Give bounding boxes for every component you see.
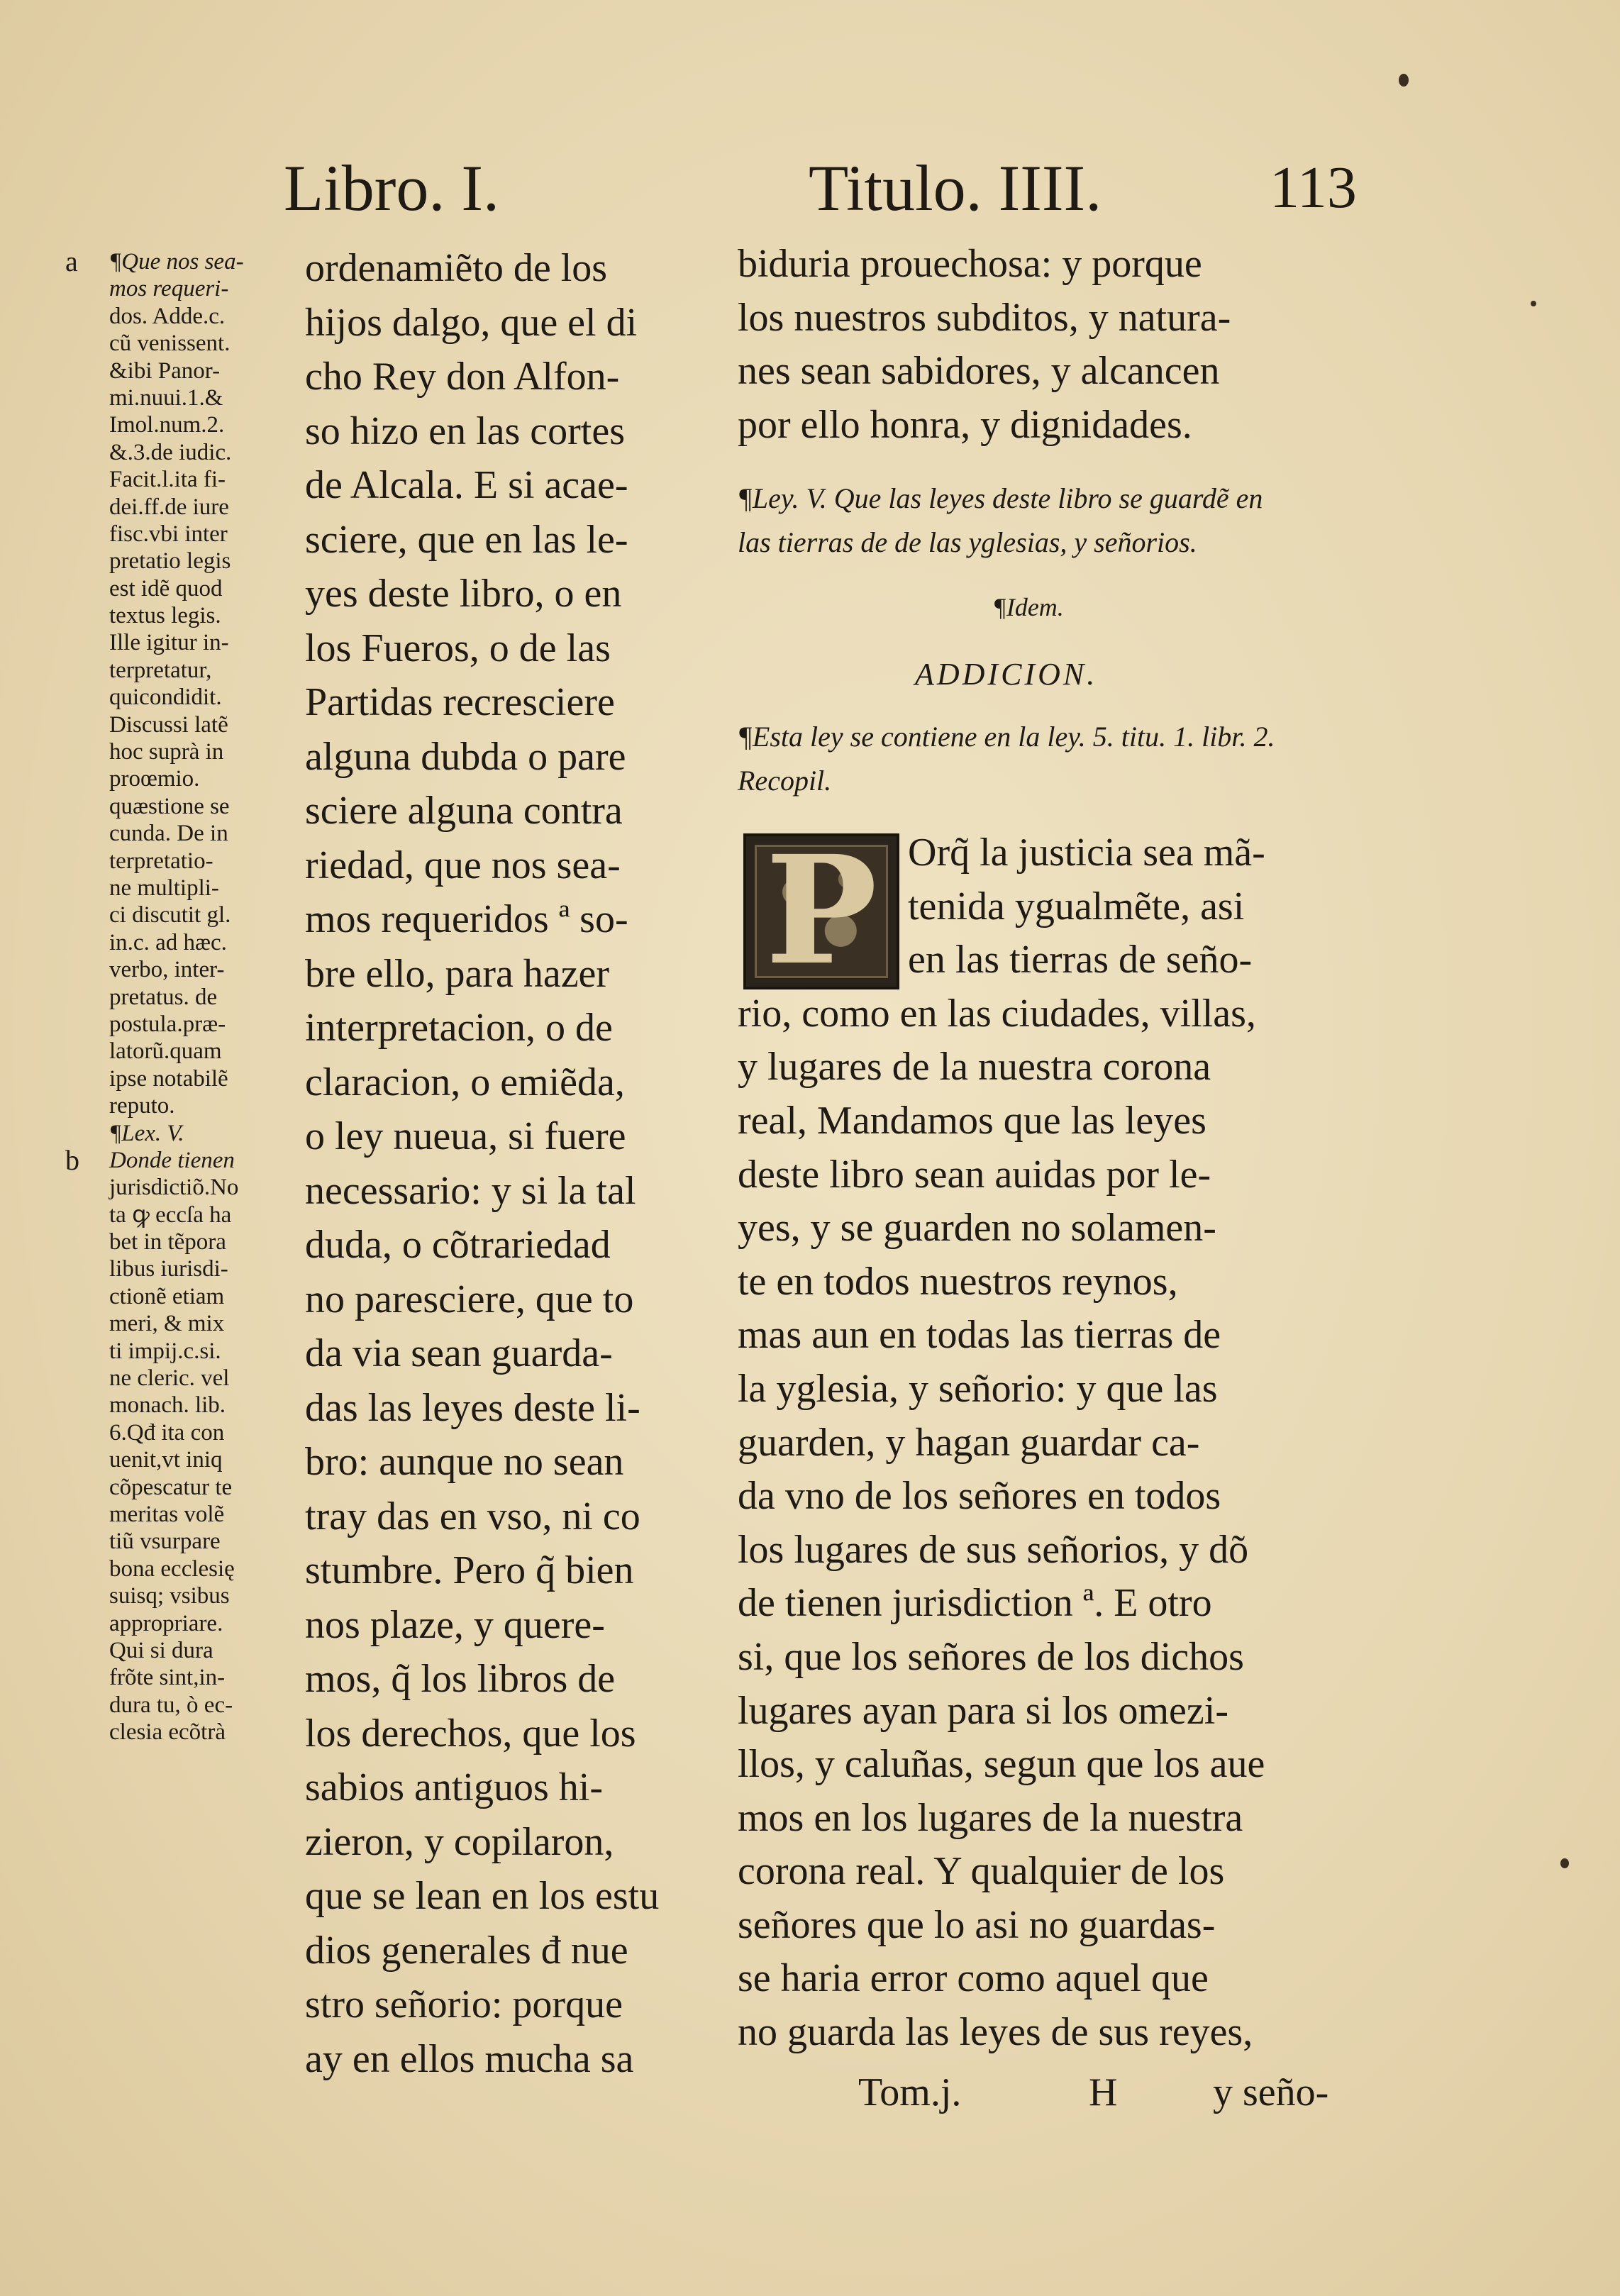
margin-note-line [65, 629, 292, 656]
text-line: claracion, o emiẽda, [305, 1060, 625, 1104]
margin-note-text: est idẽ quod [109, 575, 223, 601]
text-column-right-body [738, 823, 1362, 2060]
text-line: necessario: y si la tal [305, 1168, 636, 1213]
note-marker: a [65, 245, 78, 277]
margin-note-text: uenit,vt iniq [109, 1447, 223, 1473]
text-line: bre ello, para hazer [305, 951, 610, 996]
margin-note-text: mi.nuui.1.& [109, 384, 223, 411]
margin-note-line [65, 848, 292, 875]
margin-note-line [65, 521, 292, 548]
margin-note-text: pretatio legis [109, 548, 231, 575]
margin-note-text: reputo. [109, 1093, 175, 1119]
text-line: so hizo en las cortes [305, 409, 625, 453]
margin-note-line [65, 1065, 292, 1092]
text-line: bro: aunque no sean [305, 1440, 624, 1484]
text-line: yes, y se guarden no solamen- [738, 1206, 1216, 1250]
signature-mark: H [1089, 2070, 1118, 2114]
text-line: ay en ellos mucha sa [305, 2036, 634, 2081]
margin-note-line [65, 875, 292, 902]
margin-note-text: quicondidit. [109, 684, 222, 711]
margin-note-text: Facit.l.ita fi- [109, 467, 226, 493]
text-line: no guarda las leyes de sus reyes, [738, 2010, 1253, 2055]
margin-note-text: frõte sint,in- [109, 1665, 226, 1691]
text-line: nes sean sabidores, y alcancen [738, 349, 1220, 393]
margin-note-line [65, 1692, 292, 1719]
title-label: Titulo. IIII. [809, 152, 1102, 224]
margin-note-text: ipse notabilẽ [109, 1065, 228, 1092]
text-line: o ley nueua, si fuere [305, 1114, 626, 1158]
margin-note-text: proœmio. [109, 766, 200, 792]
margin-note-line [65, 1555, 292, 1582]
text-line: de Alcala. E si acae- [305, 463, 628, 507]
margin-note-text: cũ venissent. [109, 331, 231, 357]
margin-note-text: terpretatur, [109, 657, 212, 683]
margin-note-line [65, 765, 292, 792]
text-line: sciere, que en las le- [305, 517, 628, 562]
margin-note-line [65, 357, 292, 384]
margin-note-line [65, 684, 292, 711]
text-line: sabios antiguos hi- [305, 1765, 603, 1809]
margin-note-text: tiũ vsurpare [109, 1529, 221, 1555]
idem-label: ¶Idem. [993, 593, 1064, 621]
heading-line: ¶Ley. V. Que las leyes deste libro se guardẽ en [738, 482, 1263, 514]
text-line: duda, o cõtrariedad [305, 1223, 611, 1267]
margin-note-line [65, 1664, 292, 1691]
margin-note-text: ta ꝙ eccſa ha [109, 1202, 232, 1228]
text-line: los lugares de sus señorios, y dõ [738, 1527, 1249, 1572]
text-line: llos, y caluñas, segun que los aue [738, 1742, 1265, 1787]
margin-note-line [65, 1446, 292, 1473]
note-line: Recopil. [738, 765, 832, 797]
margin-note-line [65, 1143, 292, 1176]
text-line: da vno de los señores en todos [738, 1474, 1221, 1519]
ink-spot [1399, 74, 1409, 87]
margin-note-line [65, 575, 292, 602]
margin-note-text: ne multipli- [109, 875, 219, 901]
margin-note-text: meritas volẽ [109, 1501, 225, 1527]
text-line: riedad, que nos sea- [305, 843, 621, 887]
margin-note-text: clesia ecõtrà [109, 1719, 226, 1746]
margin-note-text: ctionẽ etiam [109, 1283, 225, 1309]
margin-note-line [65, 1719, 292, 1746]
text-line: stumbre. Pero q̃ bien [305, 1548, 634, 1592]
margin-note-line [65, 494, 292, 521]
note-line: ¶Esta ley se contiene en la ley. 5. titu. 1. libr. 2. [738, 721, 1275, 753]
book-label: Libro. I. [284, 152, 500, 224]
text-column-right-top [738, 238, 1362, 452]
margin-note-line [65, 956, 292, 983]
addicion-heading: ADDICION. [915, 657, 1098, 692]
margin-note-text: pretatus. de [109, 984, 218, 1010]
margin-note-line [65, 984, 292, 1011]
ink-spot [1560, 1858, 1569, 1868]
text-line: mos requeridos ª so- [305, 897, 628, 941]
text-line: das las leyes deste li- [305, 1385, 640, 1430]
margin-note-line [65, 1610, 292, 1637]
note-marker: b [65, 1143, 79, 1176]
text-line: interpretacion, o de [305, 1006, 613, 1050]
margin-note-text: &ibi Panor- [109, 357, 221, 384]
margin-note-text: appropriare. [109, 1610, 223, 1636]
margin-note-line [65, 820, 292, 847]
margin-note-text: dos. Adde.c. [109, 303, 226, 329]
volume-mark: Tom.j. [858, 2070, 962, 2114]
margin-note-line [65, 1501, 292, 1528]
running-header [284, 142, 1357, 234]
margin-note-line [65, 1283, 292, 1310]
page-number: 113 [1270, 155, 1357, 221]
margin-note-text: bona ecclesię [109, 1555, 235, 1582]
margin-note-text: quæstione se [109, 793, 230, 819]
text-line: zieron, y copilaron, [305, 1819, 614, 1864]
margin-note-line [65, 1255, 292, 1282]
margin-note-line [65, 793, 292, 820]
text-line: dios generales đ nue [305, 1928, 628, 1973]
text-line: cho Rey don Alfon- [305, 355, 620, 399]
margin-note-line [65, 657, 292, 684]
margin-note-text: mos requeri- [109, 276, 229, 302]
margin-note-text: fisc.vbi inter [109, 521, 228, 547]
text-line: mos en los lugares de la nuestra [738, 1795, 1243, 1840]
margin-note-text: dei.ff.de iure [109, 494, 229, 520]
text-line: lugares ayan para si los omezi- [738, 1688, 1228, 1733]
ink-spot [1531, 301, 1536, 306]
catchword: y seño- [1213, 2070, 1329, 2114]
margin-note-line [65, 1338, 292, 1365]
text-line: tenida ygualmẽte, asi [908, 884, 1245, 928]
margin-note-line [65, 711, 292, 738]
margin-note-text: jurisdictiõ.No [109, 1175, 239, 1201]
margin-note-text: verbo, inter- [109, 957, 225, 983]
text-line: Partidas recresciere [305, 680, 615, 724]
margin-note-line [65, 275, 292, 302]
margin-note-line [65, 330, 292, 357]
margin-note-text: Donde tienen [109, 1147, 235, 1173]
text-line: tray das en vso, ni co [305, 1494, 640, 1538]
text-line: Orq̃ la justicia sea mã- [908, 831, 1265, 875]
text-line: nos plaze, y quere- [305, 1602, 605, 1647]
text-line: real, Mandamos que las leyes [738, 1098, 1206, 1143]
text-line: da via sean guarda- [305, 1331, 613, 1375]
margin-note-line [65, 384, 292, 411]
margin-note-text: postula.præ- [109, 1011, 226, 1037]
text-line: señores que lo asi no guardas- [738, 1902, 1216, 1947]
text-line: los Fueros, o de las [305, 626, 611, 670]
text-line: mos, q̃ los libros de [305, 1657, 616, 1701]
text-line: se haria error como aquel que [738, 1956, 1209, 2001]
text-column-left [305, 241, 702, 2086]
text-line: en las tierras de seño- [908, 938, 1253, 982]
margin-note-line [65, 1310, 292, 1337]
margin-note-text: cunda. De in [109, 821, 228, 847]
text-line: y lugares de la nuestra corona [738, 1045, 1211, 1089]
addicion-note [738, 715, 1362, 803]
text-line: no paresciere, que to [305, 1277, 634, 1321]
margin-note-line [65, 1365, 292, 1392]
margin-note-text: dura tu, ò ec- [109, 1692, 233, 1718]
margin-note-line [65, 1419, 292, 1446]
margin-note-text: Ille igitur in- [109, 630, 229, 656]
margin-note-line [65, 1038, 292, 1065]
text-line: hijos dalgo, que el di [305, 300, 638, 345]
text-line: los nuestros subditos, y natura- [738, 295, 1231, 340]
margin-note-text: in.c. ad hæc. [109, 929, 227, 955]
margin-note-text: libus iurisdi- [109, 1256, 228, 1282]
margin-note-text: Discussi latẽ [109, 711, 228, 738]
text-line: te en todos nuestros reynos, [738, 1259, 1178, 1304]
text-line: rio, como en las ciudades, villas, [738, 991, 1256, 1036]
margin-note-line [65, 411, 292, 438]
margin-note-text: Imol.num.2. [109, 412, 225, 438]
margin-note-text: ¶Que nos sea- [109, 249, 244, 274]
text-line: guarden, y hagan guardar ca- [738, 1420, 1200, 1465]
margin-note-text: terpretatio- [109, 848, 213, 874]
text-line: la yglesia, y señorio: y que las [738, 1366, 1218, 1411]
margin-note-text: latorũ.quam [109, 1038, 222, 1065]
text-line: por ello honra, y dignidades. [738, 402, 1192, 447]
margin-note-line [65, 1582, 292, 1609]
margin-note-text: ti impij.c.si. [109, 1338, 221, 1364]
margin-note-line [65, 1092, 292, 1119]
margin-note-text: ne cleric. vel [109, 1365, 230, 1392]
margin-note-line [65, 439, 292, 466]
margin-note-text: ¶Lex. V. [109, 1120, 184, 1146]
margin-note-line [65, 1011, 292, 1038]
text-line: mas aun en todas las tierras de [738, 1313, 1221, 1358]
margin-note-text: meri, & mix [109, 1311, 225, 1337]
margin-note-text: suisq; vsibus [109, 1583, 230, 1609]
text-line: ordenamiẽto de los [305, 246, 608, 290]
margin-note-line [65, 1120, 292, 1147]
margin-note-line [65, 1528, 292, 1555]
initial-letter: P [765, 823, 877, 998]
margin-note-line [65, 902, 292, 928]
margin-notes [65, 245, 292, 2128]
text-line: biduria prouechosa: y porque [738, 242, 1202, 286]
margin-note-line [65, 738, 292, 765]
margin-note-text: hoc suprà in [109, 739, 224, 765]
text-line: de tienen jurisdiction ª. E otro [738, 1581, 1212, 1626]
margin-note-line [65, 1202, 292, 1229]
law-heading [738, 477, 1362, 565]
margin-note-line [65, 1637, 292, 1664]
margin-note-text: cõpescatur te [109, 1474, 233, 1500]
margin-note-line [65, 602, 292, 629]
margin-note-text: bet in tẽpora [109, 1229, 226, 1255]
page-footer [738, 2064, 1362, 2121]
margin-note-text: textus legis. [109, 603, 221, 629]
text-line: los derechos, que los [305, 1711, 636, 1756]
text-line: corona real. Y qualquier de los [738, 1849, 1225, 1894]
margin-note-line [65, 548, 292, 575]
margin-note-line [65, 1392, 292, 1419]
margin-note-text: Qui si dura [109, 1637, 213, 1663]
margin-note-text: ci discutit gl. [109, 902, 231, 928]
margin-note-line [65, 1174, 292, 1201]
text-line: deste libro sean auidas por le- [738, 1152, 1211, 1197]
text-line: sciere alguna contra [305, 789, 623, 833]
text-line: stro señorio: porque [305, 1982, 623, 2026]
margin-note-line [65, 929, 292, 956]
margin-note-line [65, 245, 292, 277]
margin-note-line [65, 466, 292, 493]
margin-note-text: 6.Qđ ita con [109, 1419, 225, 1446]
margin-note-text: &.3.de iudic. [109, 439, 232, 465]
margin-note-line [65, 303, 292, 330]
text-line: alguna dubda o pare [305, 734, 626, 779]
margin-note-text: monach. lib. [109, 1392, 226, 1419]
text-line: que se lean en los estu [305, 1874, 660, 1918]
margin-note-line [65, 1474, 292, 1501]
text-line: yes deste libro, o en [305, 572, 622, 616]
heading-line: las tierras de de las yglesias, y señorios. [738, 526, 1197, 558]
text-line: si, que los señores de los dichos [738, 1634, 1244, 1679]
margin-note-line [65, 1229, 292, 1255]
